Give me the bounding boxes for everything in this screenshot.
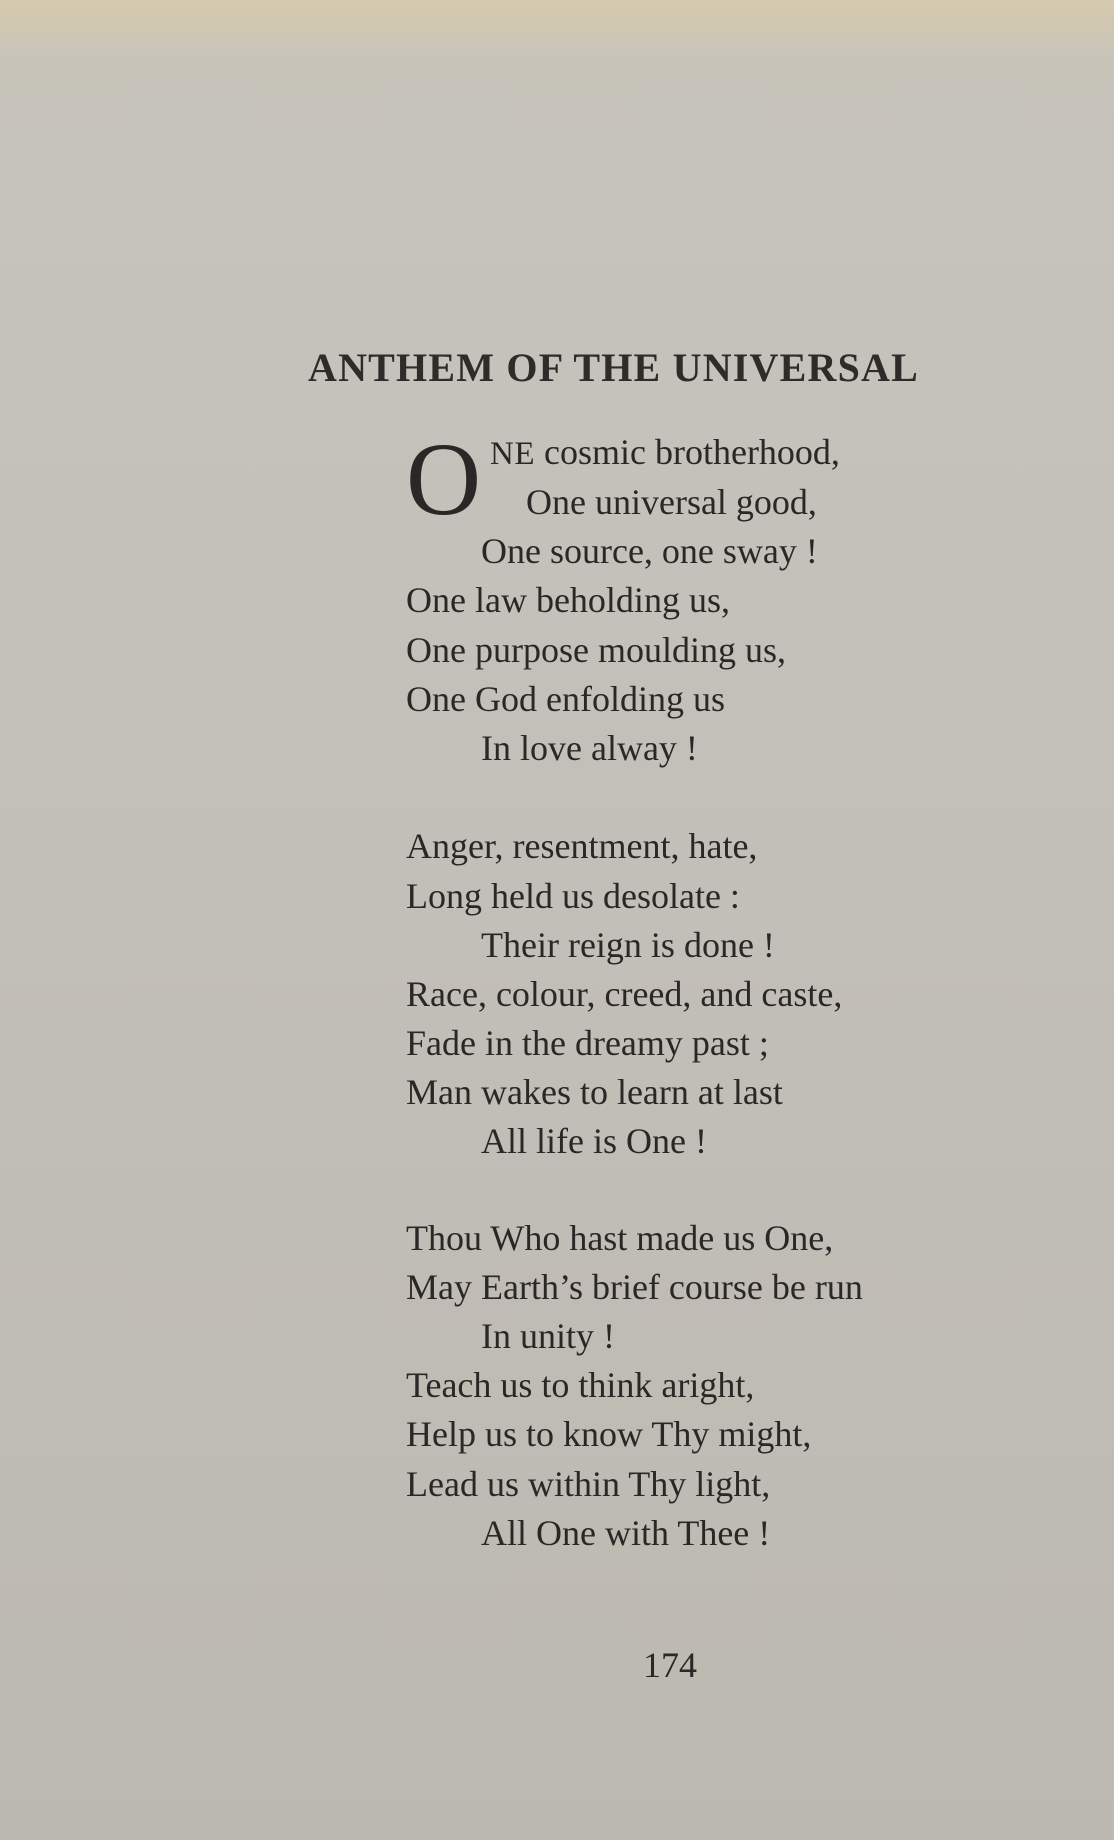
line-text: cosmic brotherhood,: [535, 432, 840, 472]
poem-line: May Earth’s brief course be run: [406, 1267, 863, 1307]
poem-line: One law beholding us,: [406, 580, 730, 620]
poem-line: [490, 428, 840, 477]
page-top-edge: [0, 0, 1114, 60]
poem-line: One source, one sway !: [481, 531, 818, 571]
poem-line: Lead us within Thy light,: [406, 1464, 771, 1504]
poem-line: Help us to know Thy might,: [406, 1414, 812, 1454]
poem-line: Man wakes to learn at last: [406, 1072, 783, 1112]
poem-line: One purpose moulding us,: [406, 630, 786, 670]
poem-line: Fade in the dreamy past ;: [406, 1023, 769, 1063]
poem-line: Teach us to think aright,: [406, 1365, 755, 1405]
poem-line: In love alway !: [481, 728, 698, 768]
poem-line: Their reign is done !: [481, 925, 775, 965]
poem-line: Race, colour, creed, and caste,: [406, 974, 843, 1014]
poem-line: One universal good,: [526, 482, 817, 522]
poem-title: ANTHEM OF THE UNIVERSAL: [308, 345, 920, 390]
small-caps: NE: [490, 436, 535, 472]
poem-line: In unity !: [481, 1316, 615, 1356]
poem-line: Anger, resentment, hate,: [406, 826, 758, 866]
poem-line: Long held us desolate :: [406, 876, 740, 916]
page-number: 174: [643, 1645, 697, 1685]
poem-line: All life is One !: [481, 1121, 707, 1161]
drop-cap: O: [406, 422, 482, 537]
poem-line: All One with Thee !: [481, 1513, 771, 1553]
poem-line: One God enfolding us: [406, 679, 725, 719]
poem-line: Thou Who hast made us One,: [406, 1218, 834, 1258]
